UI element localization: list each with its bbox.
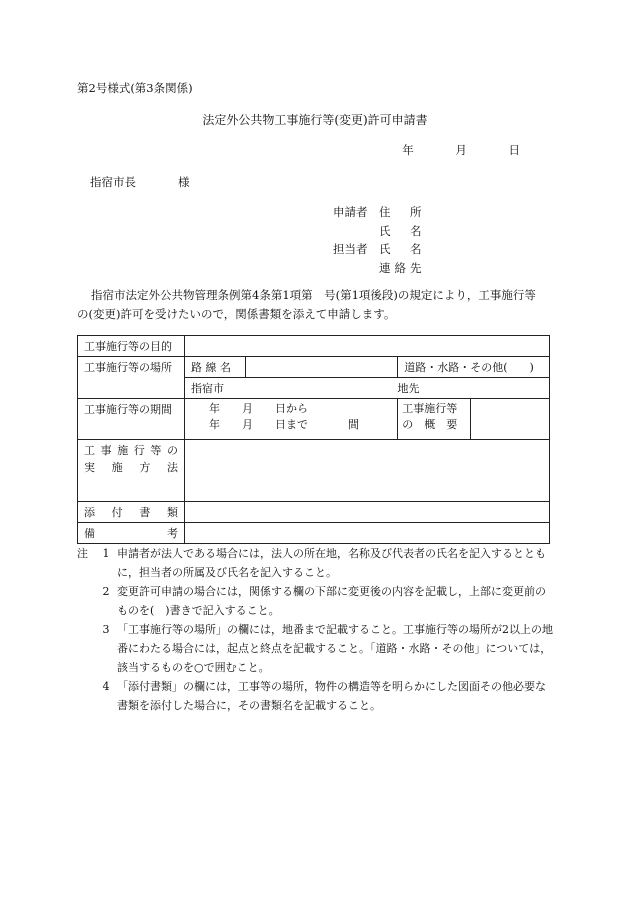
- lot-label: 地先: [397, 382, 420, 395]
- note-item: [77, 544, 553, 582]
- date-line: [380, 142, 520, 158]
- period-days: 間: [348, 418, 359, 431]
- note-text: 変更許可申請の場合には，関係する欄の下部に変更後の内容を記載し，上部に変更前のものを( )書きで記入すること。: [117, 585, 546, 617]
- notes-prefix: 注: [77, 547, 88, 560]
- method-label: [78, 440, 185, 502]
- remarks-field[interactable]: [185, 523, 550, 544]
- period-from: 年 月 日から: [209, 402, 308, 415]
- period-field[interactable]: [185, 399, 398, 440]
- note-item: [77, 620, 553, 677]
- note-text: 「工事施行等の場所」の欄には，地番まで記載すること。工事施行等の場所が2以上の地番にわたる場合には，起点と終点を記載すること。「道路・水路・その他」については，該当するものを○で囲むこと。: [117, 623, 553, 674]
- period-label: 工事施行等の期間: [78, 399, 185, 440]
- method-field[interactable]: [185, 440, 550, 502]
- category-label[interactable]: 道路・水路・その他( ): [398, 357, 550, 378]
- route-name-label: 路 線 名: [185, 357, 246, 378]
- address-label: 住 所: [379, 205, 426, 219]
- note-item: [77, 677, 553, 715]
- note-text: 申請者が法人である場合には，法人の所在地，名称及び代表者の氏名を記入するとともに，担当者の所属及び氏名を記入すること。: [117, 547, 546, 579]
- city-label: 指宿市: [191, 382, 224, 395]
- overview-label-line2: の 概 要: [402, 418, 458, 431]
- contact-name-label: 氏 名: [379, 242, 426, 256]
- note-number: 3: [102, 623, 110, 636]
- name-label: 氏 名: [379, 223, 426, 238]
- applicant-label: 申請者: [333, 205, 368, 219]
- contact-label: 連絡先: [379, 260, 426, 275]
- method-label-line1: 工事施行等の: [84, 444, 178, 457]
- intro-paragraph: 指宿市法定外公共物管理条例第4条第1項第 号(第1項後段)の規定により，工事施行等の(変更)許可を受けたいので，関係書類を添えて申請します。: [77, 288, 536, 321]
- note-text: 「添付書類」の欄には，工事等の場所，物件の構造等を明らかにした図面その他必要な書類を添付した場合に，その書類名を記載すること。: [117, 680, 546, 712]
- overview-cell: [398, 399, 550, 440]
- addressee-honorific: 様: [178, 175, 190, 189]
- overview-label-line1: 工事施行等: [402, 402, 458, 415]
- date-day: 日: [508, 143, 520, 157]
- lot-row[interactable]: [185, 378, 550, 399]
- purpose-label: 工事施行等の目的: [78, 336, 185, 357]
- overview-field[interactable]: [471, 399, 549, 439]
- note-item: [77, 582, 553, 620]
- notes-section: [77, 544, 553, 715]
- date-year: 年: [402, 143, 414, 157]
- addressee-name: 指宿市長: [90, 175, 136, 189]
- contact-person-label: 担当者: [333, 242, 368, 256]
- applicant-block: [333, 203, 425, 277]
- date-month: 月: [455, 143, 467, 157]
- period-to: 年 月 日まで: [209, 418, 308, 431]
- note-number: 2: [102, 585, 110, 598]
- route-name-field[interactable]: [246, 357, 398, 378]
- attachments-label: 添付書類: [78, 502, 185, 523]
- note-number: 4: [102, 680, 110, 693]
- remarks-label: 備考: [78, 523, 185, 544]
- form-number: 第2号様式(第3条関係): [77, 81, 193, 95]
- addressee: [90, 174, 190, 190]
- purpose-field[interactable]: [185, 336, 550, 357]
- method-label-line2: 実施方法: [84, 461, 178, 474]
- attachments-field[interactable]: [185, 502, 550, 523]
- application-table: [77, 335, 550, 544]
- location-label: 工事施行等の場所: [78, 357, 185, 399]
- overview-label: [398, 399, 471, 439]
- document-title: 法定外公共物工事施行等(変更)許可申請書: [202, 113, 428, 127]
- note-number: 1: [102, 547, 110, 560]
